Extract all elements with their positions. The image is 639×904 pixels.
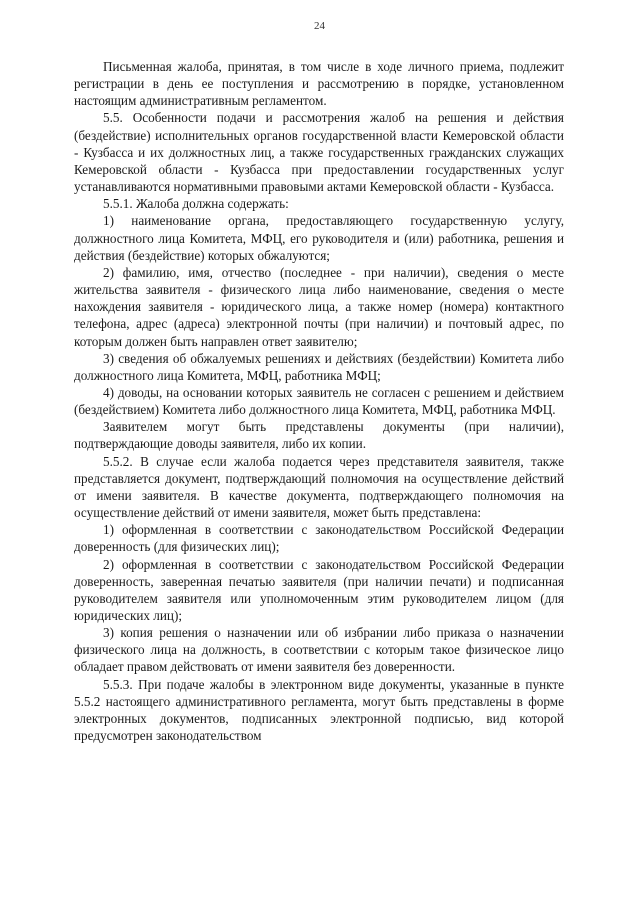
page-number: 24 [314, 20, 325, 32]
paragraph-5-5-2: 5.5.2. В случае если жалоба подается через представителя заявителя, также представляется документ, подтверждающий полномочия на осуществление действий от имени заявителя. В качестве документа, подтверждающего полномочия на осуществление действий от имени заявителя, может быть представлена: [74, 453, 564, 521]
paragraph-documents: Заявителем могут быть представлены документы (при наличии), подтверждающие доводы заявителя, либо их копии. [74, 419, 564, 452]
list-item-1: 1) наименование органа, предоставляющего государственную услугу, должностного лица Комитета, МФЦ, его руководителя и (или) работника, решения и действия (бездействие) которых обжалуются; [74, 213, 564, 263]
paragraph-5-5-3: 5.5.3. При подаче жалобы в электронном виде документы, указанные в пункте 5.5.2 настоящего административного регламента, могут быть представлены в форме электронных документов, подписанных электронной подписью, вид которой предусмотрен законодательством [74, 676, 564, 744]
paragraph-5-5-1: 5.5.1. Жалоба должна содержать: [103, 196, 289, 212]
list-item-power-2: 2) оформленная в соответствии с законодательством Российской Федерации доверенность, заверенная печатью заявителя (при наличии печати) и подписанная руководителем заявителя или уполномоченным этим руководителем лицом (для юридических лиц); [74, 556, 564, 623]
document-body [74, 58, 564, 744]
list-item-power-1: 1) оформленная в соответствии с законодательством Российской Федерации доверенность (для физических лиц); [74, 522, 564, 555]
list-item-power-3: 3) копия решения о назначении или об избрании либо приказа о назначении физического лица на должность, в соответствии с которым такое физическое лицо обладает правом действовать от имени заявителя без доверенности. [74, 625, 564, 675]
paragraph-5-5: 5.5. Особенности подачи и рассмотрения жалоб на решения и действия (бездействие) исполнительных органов государственной власти Кемеровской области - Кузбасса и их должностных лиц, а также государственных гражданских служащих Кемеровской области - Кузбасса при предоставлении государственных услуг устанавливаются нормативными правовыми актами Кемеровской области - Кузбасса. [74, 110, 564, 195]
list-item-2: 2) фамилию, имя, отчество (последнее - при наличии), сведения о месте жительства заявителя - физического лица либо наименование, сведения о месте нахождения заявителя - юридического лица, а также номер (номера) контактного телефона, адрес (адреса) электронной почты (при наличии) и почтовый адрес, по которым должен быть направлен ответ заявителю; [74, 264, 564, 349]
list-item-4: 4) доводы, на основании которых заявитель не согласен с решением и действием (бездействием) Комитета либо должностного лица Комитета, МФЦ, работника МФЦ. [74, 384, 564, 418]
paragraph-registration: Письменная жалоба, принятая, в том числе в ходе личного приема, подлежит регистрации в день ее поступления и рассмотрению в порядке, установленном настоящим административным регламентом. [74, 59, 564, 109]
list-item-3: 3) сведения об обжалуемых решениях и действиях (бездействии) Комитета либо должностного лица Комитета, МФЦ, работника МФЦ; [74, 350, 564, 383]
